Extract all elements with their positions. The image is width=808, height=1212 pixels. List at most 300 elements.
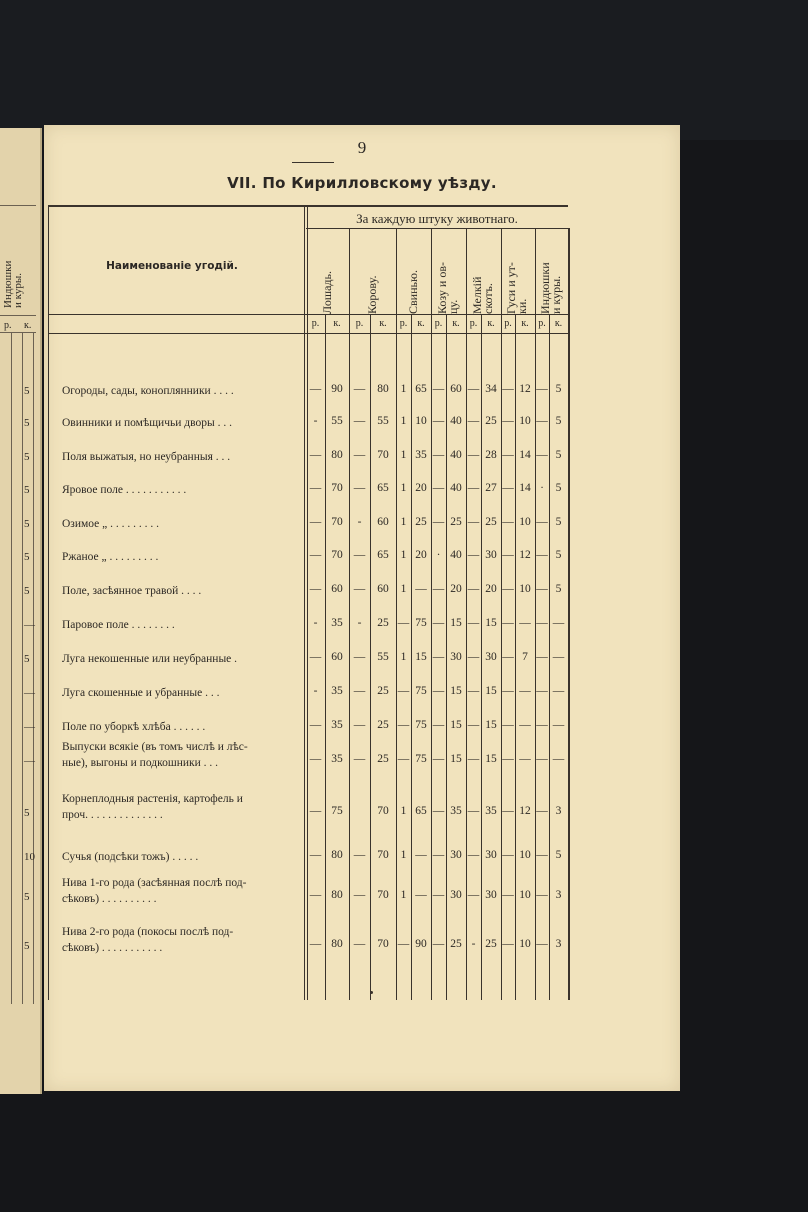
table-cell: — <box>309 849 322 861</box>
table-cell: 25 <box>485 415 497 427</box>
table-cell: — <box>467 617 480 629</box>
table-cell: 34 <box>485 383 497 395</box>
table-cell: 1 <box>400 889 407 901</box>
table-cell: — <box>552 685 565 697</box>
row-label: Овинники и помѣщичьи дворы . . . <box>62 417 232 429</box>
table-cell: — <box>536 549 548 561</box>
table-cell: — <box>536 617 548 629</box>
table-cell: — <box>536 849 548 861</box>
table-cell: 35 <box>450 805 462 817</box>
table-cell: — <box>397 719 410 731</box>
prev-value: 5 <box>24 551 30 563</box>
table-cell: 75 <box>415 753 427 765</box>
table-cell: — <box>502 383 514 395</box>
table-cell: 3 <box>555 938 562 950</box>
prev-value: — <box>24 721 35 733</box>
prev-value: 5 <box>24 417 30 429</box>
table-cell: — <box>502 617 514 629</box>
table-cell: — <box>432 415 445 427</box>
table-cell: 55 <box>331 415 343 427</box>
table-cell: 12 <box>519 805 531 817</box>
table-cell: 90 <box>415 938 427 950</box>
table-cell: — <box>415 583 427 595</box>
row-label: Нива 2-го рода (покосы послѣ под- сѣковъ) . . . . . . . . . . . <box>62 926 234 954</box>
table-cell: 10 <box>519 583 531 595</box>
table-cell: - <box>471 938 476 950</box>
table-cell: — <box>502 583 514 595</box>
table-cell: — <box>536 383 548 395</box>
table-cell: 5 <box>555 482 562 494</box>
unit-kop: к. <box>554 318 563 329</box>
table-cell: 5 <box>555 549 562 561</box>
table-cell: 75 <box>331 805 343 817</box>
table-cell: 70 <box>331 516 343 528</box>
table-cell: 20 <box>415 482 427 494</box>
table-cell: 60 <box>377 583 389 595</box>
table-cell: 5 <box>555 516 562 528</box>
table-cell: · <box>540 482 544 494</box>
table-cell: — <box>353 753 366 765</box>
table-cell: 10 <box>519 938 531 950</box>
table-cell: 30 <box>450 651 462 663</box>
table-cell: 27 <box>485 482 497 494</box>
table-cell: — <box>353 482 366 494</box>
table-cell: 35 <box>331 617 343 629</box>
table-cell: 3 <box>555 889 562 901</box>
table-cell: — <box>502 685 514 697</box>
table-cell: 20 <box>415 549 427 561</box>
prev-value: 5 <box>24 653 30 665</box>
table-cell: 70 <box>331 549 343 561</box>
previous-page-edge <box>0 128 42 1094</box>
table-cell: — <box>353 549 366 561</box>
table-cell: — <box>467 889 480 901</box>
table-cell: 30 <box>485 549 497 561</box>
table-cell: 15 <box>485 617 497 629</box>
table-cell: 5 <box>555 383 562 395</box>
table-cell: — <box>502 651 514 663</box>
table-left-border <box>48 205 49 1000</box>
table-cell: — <box>309 719 322 731</box>
unit-kop: к. <box>333 318 341 329</box>
table-cell: — <box>309 889 322 901</box>
table-cell: — <box>536 753 548 765</box>
prev-value: — <box>24 687 35 699</box>
table-cell: — <box>467 516 480 528</box>
table-cell: 1 <box>400 383 407 395</box>
table-cell: — <box>467 415 480 427</box>
table-cell: — <box>536 651 548 663</box>
table-cell: — <box>502 938 514 950</box>
table-cell: 80 <box>377 383 389 395</box>
table-cell: — <box>467 849 480 861</box>
row-label: Яровое поле . . . . . . . . . . . <box>62 484 187 496</box>
table-cell: 7 <box>522 651 528 663</box>
table-cell: — <box>536 719 548 731</box>
table-cell: — <box>432 938 445 950</box>
group-header-rule <box>306 228 568 229</box>
row-label: Нива 1-го рода (засѣянная послѣ под- сѣковъ) . . . . . . . . . . <box>62 877 247 905</box>
table-cell: 5 <box>555 415 562 427</box>
unit-rub: р. <box>434 318 443 329</box>
column-divider <box>568 228 570 1000</box>
table-cell: — <box>467 482 480 494</box>
table-cell: 1 <box>400 583 407 595</box>
table-cell: — <box>397 617 410 629</box>
prev-value: 10 <box>24 851 35 863</box>
column-divider <box>535 228 536 1000</box>
table-cell: — <box>432 753 445 765</box>
table-cell: 60 <box>450 383 462 395</box>
table-cell: — <box>536 583 548 595</box>
table-cell: 40 <box>450 449 462 461</box>
unit-rub: р. <box>399 318 408 329</box>
table-cell: — <box>552 617 565 629</box>
prev-value: 5 <box>24 518 30 530</box>
unit-rub: р. <box>538 318 546 329</box>
table-cell: 3 <box>555 805 562 817</box>
table-cell: — <box>536 889 548 901</box>
table-cell: 1 <box>400 516 407 528</box>
table-cell: 15 <box>485 719 497 731</box>
table-cell: 10 <box>519 516 531 528</box>
table-cell: 14 <box>519 482 531 494</box>
table-cell: 65 <box>377 549 389 561</box>
page-number-rule <box>292 162 334 163</box>
table-cell: 75 <box>415 617 427 629</box>
table-cell: — <box>415 889 427 901</box>
prev-value: 5 <box>24 451 30 463</box>
table-cell: - <box>313 685 318 697</box>
table-cell: — <box>432 516 445 528</box>
table-cell: — <box>536 415 548 427</box>
row-label: Поле, засѣянное травой . . . . <box>62 585 202 597</box>
table-cell: 25 <box>377 753 389 765</box>
unit-rule <box>48 333 568 334</box>
unit-rub: р. <box>355 318 364 329</box>
document-page: 9 VII. По Кирилловскому уѣзду. Наименованіе угодій. За каждую штуку животнаго. Лошадь. Корову. Свинью. Козу и ов- цу. Мелкій скотъ. Гуси и ут- ки. Индюшки и куры. р. к. р. к. р. к. р. к. р. к. р. к. р. к. Огороды, сады, коноплянники . . . . — 90 — 80 1 65 — 60 — 34 — 12 — 5 Овинники и помѣщичьи дворы . . . - 55 — 55 1 10 — 40 — 25 — 10 — 5 Поля выжатыя, но неубранныя . . . — 80 — 70 1 35 — 40 — 28 — 14 — 5 Яровое поле . . . . . . . . . . . — 70 — 65 1 20 — 40 — 27 — 14 · 5 Озимое „ . . . . . . . . . — 70 - 60 1 25 — 25 — 25 — 10 — 5 Ржаное „ . . . . . . . . . — 70 — 65 1 20 · 40 — 30 — 12 — 5 Поле, засѣянное травой . . . . — 60 — 60 1 — — 20 — 20 — 10 — 5 Паровое поле . . . . . . . . - 35 - 25 — 75 — 15 — 15 — — — — Луга некошенные или неубранные . — 60 — 55 1 15 — 30 — 30 — 7 — — Луга скошенные и убранные . . . - 35 — 25 — 75 — 15 — 15 — — — — Поле по уборкѣ хлѣба . . . . . . — 35 — 25 — 75 — 15 — 15 — — — — Выпуски всякіе (въ томъ числѣ и лѣс- ные), выгоны и подкошники . . . — 35 — 25 — 75 — 15 — 15 — — — — Корнеплодныя растенія, картофель и проч. . . . . . . . . . . . . . — 75 70 1 65 — 35 — 35 — 12 — 3 Сучья (подсѣки тожъ) . . . . . — 80 — 70 1 — — 30 — 30 — 10 — 5 Нива 1-го рода (засѣянная послѣ под- сѣковъ) . . . . . . . . . . — 80 — 70 1 — — 30 — 30 — 10 — 3 Нива 2-го рода (покосы послѣ под- сѣковъ) . . . . . . . . . . . — 80 — 70 — 90 — 25 - 25 — 10 — 3 <box>44 125 680 1091</box>
column-divider <box>396 228 397 1000</box>
table-cell: 35 <box>415 449 427 461</box>
table-cell: 1 <box>400 415 407 427</box>
row-label: Озимое „ . . . . . . . . . <box>62 518 160 530</box>
table-cell: 80 <box>331 849 343 861</box>
table-cell: 40 <box>450 482 462 494</box>
table-cell: — <box>467 719 480 731</box>
table-cell: 20 <box>450 583 462 595</box>
unit-kop: к. <box>521 318 529 329</box>
table-cell: 28 <box>485 449 497 461</box>
table-cell: — <box>502 753 514 765</box>
table-cell: — <box>309 549 322 561</box>
table-cell: 10 <box>519 889 531 901</box>
table-cell: 65 <box>377 482 389 494</box>
table-cell: — <box>536 685 548 697</box>
table-cell: 25 <box>485 516 497 528</box>
table-cell: — <box>502 889 514 901</box>
table-cell: — <box>397 938 410 950</box>
table-cell: 10 <box>519 849 531 861</box>
table-cell: — <box>309 516 322 528</box>
table-cell: — <box>519 719 531 731</box>
prev-unit-rub: р. <box>4 320 12 331</box>
table-cell: — <box>432 805 445 817</box>
table-cell: — <box>536 805 548 817</box>
unit-rub: р. <box>469 318 478 329</box>
prev-rule <box>0 315 36 316</box>
table-cell: 1 <box>400 805 407 817</box>
table-cell: — <box>552 753 565 765</box>
table-cell: — <box>415 849 427 861</box>
table-cell: 55 <box>377 415 389 427</box>
table-cell: — <box>309 482 322 494</box>
table-cell: — <box>502 449 514 461</box>
table-cell: — <box>353 849 366 861</box>
page-number: 9 <box>357 138 367 157</box>
table-cell: 1 <box>400 849 407 861</box>
table-cell: — <box>432 685 445 697</box>
table-cell: 15 <box>485 753 497 765</box>
row-label: Поле по уборкѣ хлѣба . . . . . . <box>62 721 206 733</box>
table-cell: — <box>432 449 445 461</box>
table-cell: 12 <box>519 383 531 395</box>
table-cell: 80 <box>331 889 343 901</box>
prev-rule <box>0 205 36 206</box>
prev-value: — <box>24 755 35 767</box>
prev-value: 5 <box>24 807 30 819</box>
table-cell: — <box>536 516 548 528</box>
table-cell: 15 <box>450 753 462 765</box>
table-cell: 35 <box>485 805 497 817</box>
table-cell: — <box>309 651 322 663</box>
unit-rub: р. <box>504 318 512 329</box>
table-cell: — <box>502 482 514 494</box>
table-cell: — <box>432 583 445 595</box>
table-cell: 1 <box>400 651 407 663</box>
table-cell: — <box>502 516 514 528</box>
table-cell: — <box>467 651 480 663</box>
table-cell: — <box>467 383 480 395</box>
prev-value: 5 <box>24 891 30 903</box>
table-cell: 35 <box>331 685 343 697</box>
row-label: Корнеплодныя растенія, картофель и проч. . . . . . . . . . . . . . <box>62 793 243 821</box>
table-cell: — <box>309 583 322 595</box>
table-cell: 25 <box>450 938 462 950</box>
prev-value: 5 <box>24 585 30 597</box>
table-cell: — <box>552 719 565 731</box>
prev-column-header: Индюшки и куры. <box>2 260 24 308</box>
table-cell: — <box>519 617 531 629</box>
table-cell: — <box>502 549 514 561</box>
table-cell: — <box>552 651 565 663</box>
table-cell: 14 <box>519 449 531 461</box>
table-cell: — <box>467 449 480 461</box>
table-cell: 75 <box>415 685 427 697</box>
table-cell: — <box>353 449 366 461</box>
prev-rule <box>0 332 36 333</box>
table-cell: 5 <box>555 849 562 861</box>
table-top-rule <box>48 205 568 207</box>
table-cell: — <box>502 719 514 731</box>
row-label: Луга скошенные и убранные . . . <box>62 687 220 699</box>
table-cell: 30 <box>450 849 462 861</box>
table-cell: 80 <box>331 449 343 461</box>
table-cell: 25 <box>377 617 389 629</box>
table-cell: — <box>353 685 366 697</box>
table-cell: 70 <box>377 849 389 861</box>
unit-kop: к. <box>452 318 460 329</box>
table-cell: 65 <box>415 805 427 817</box>
table-cell: — <box>432 849 445 861</box>
table-cell: 90 <box>331 383 343 395</box>
table-cell: 70 <box>377 889 389 901</box>
unit-kop: к. <box>417 318 425 329</box>
table-cell: — <box>353 583 366 595</box>
table-cell: — <box>519 753 531 765</box>
table-cell: — <box>519 685 531 697</box>
column-divider <box>501 228 502 1000</box>
table-cell: 10 <box>519 415 531 427</box>
prev-value: 5 <box>24 940 30 952</box>
table-cell: — <box>502 805 514 817</box>
table-cell: — <box>432 651 445 663</box>
table-cell: 25 <box>377 719 389 731</box>
table-cell: 25 <box>485 938 497 950</box>
table-cell: — <box>309 383 322 395</box>
table-cell: — <box>309 805 322 817</box>
table-cell: 15 <box>450 719 462 731</box>
table-cell: — <box>397 685 410 697</box>
column-divider <box>466 228 467 1000</box>
table-cell: · <box>436 549 441 561</box>
table-cell: — <box>502 849 514 861</box>
table-cell: 70 <box>377 938 389 950</box>
table-cell: — <box>432 719 445 731</box>
row-label: Выпуски всякіе (въ томъ числѣ и лѣс- ные), выгоны и подкошники . . . <box>62 741 248 769</box>
table-cell: 35 <box>331 719 343 731</box>
prev-vline <box>22 333 23 1004</box>
table-cell: 15 <box>450 617 462 629</box>
unit-kop: к. <box>487 318 495 329</box>
table-cell: — <box>353 719 366 731</box>
table-cell: — <box>353 938 366 950</box>
table-cell: — <box>309 938 322 950</box>
table-cell: 75 <box>415 719 427 731</box>
prev-unit-kop: к. <box>24 320 32 331</box>
table-cell: — <box>309 449 322 461</box>
background <box>0 0 808 140</box>
table-cell: 10 <box>415 415 427 427</box>
table-cell: 20 <box>485 583 497 595</box>
table-cell: 25 <box>377 685 389 697</box>
table-cell: 40 <box>450 415 462 427</box>
ink-dot <box>370 991 373 994</box>
table-cell: 55 <box>377 651 389 663</box>
prev-value: 5 <box>24 385 30 397</box>
table-cell: 30 <box>485 651 497 663</box>
unit-rub: р. <box>311 318 320 329</box>
table-cell: — <box>467 685 480 697</box>
table-cell: — <box>353 415 366 427</box>
prev-vline <box>11 333 12 1004</box>
table-cell: 40 <box>450 549 462 561</box>
label-column-header: Наименованіе угодій. <box>106 260 238 272</box>
column-divider <box>431 228 432 1000</box>
unit-kop: к. <box>379 318 387 329</box>
table-cell: — <box>467 549 480 561</box>
prev-vline <box>33 333 34 1004</box>
row-label: Луга некошенные или неубранные . <box>62 653 238 665</box>
group-header: За каждую штуку животнаго. <box>356 211 518 226</box>
table-cell: - <box>313 415 318 427</box>
table-cell: — <box>536 938 548 950</box>
table-cell: — <box>432 482 445 494</box>
table-cell: 15 <box>450 685 462 697</box>
table-cell: — <box>353 651 366 663</box>
table-cell: — <box>353 889 366 901</box>
table-cell: - <box>313 617 318 629</box>
table-cell: - <box>357 617 362 629</box>
column-divider <box>349 228 350 1000</box>
table-cell: — <box>353 383 366 395</box>
table-cell: 30 <box>485 849 497 861</box>
table-cell: 15 <box>485 685 497 697</box>
table-cell: 30 <box>485 889 497 901</box>
table-cell: 5 <box>555 449 562 461</box>
table-cell: 60 <box>331 583 343 595</box>
table-cell: 1 <box>400 549 407 561</box>
table-cell: — <box>432 617 445 629</box>
row-label: Огороды, сады, коноплянники . . . . <box>62 385 234 397</box>
table-cell: 70 <box>377 805 389 817</box>
table-cell: - <box>357 516 362 528</box>
table-cell: 70 <box>377 449 389 461</box>
table-cell: 30 <box>450 889 462 901</box>
table-cell: 60 <box>377 516 389 528</box>
table-cell: — <box>432 889 445 901</box>
table-cell: 35 <box>331 753 343 765</box>
table-cell: — <box>467 583 480 595</box>
table-cell: 65 <box>415 383 427 395</box>
table-cell: — <box>536 449 548 461</box>
prev-value: 5 <box>24 484 30 496</box>
table-cell: — <box>397 753 410 765</box>
table-cell: — <box>309 753 322 765</box>
table-cell: 25 <box>415 516 427 528</box>
row-label: Поля выжатыя, но неубранныя . . . <box>62 451 231 463</box>
table-cell: 60 <box>331 651 343 663</box>
table-cell: 25 <box>450 516 462 528</box>
row-label: Паровое поле . . . . . . . . <box>62 619 175 631</box>
table-cell: 5 <box>555 583 562 595</box>
row-label: Ржаное „ . . . . . . . . . <box>62 551 159 563</box>
table-cell: — <box>432 383 445 395</box>
table-cell: — <box>467 805 480 817</box>
table-cell: — <box>467 753 480 765</box>
table-cell: 70 <box>331 482 343 494</box>
table-cell: 1 <box>400 449 407 461</box>
table-cell: — <box>502 415 514 427</box>
prev-value: — <box>24 619 35 631</box>
table-cell: 12 <box>519 549 531 561</box>
table-cell: 80 <box>331 938 343 950</box>
row-label: Сучья (подсѣки тожъ) . . . . . <box>62 851 199 863</box>
table-cell: 1 <box>400 482 407 494</box>
page-heading: VII. По Кирилловскому уѣзду. <box>227 174 497 192</box>
label-column-divider <box>304 205 305 1000</box>
header-rule <box>48 314 568 315</box>
table-cell: 15 <box>415 651 427 663</box>
